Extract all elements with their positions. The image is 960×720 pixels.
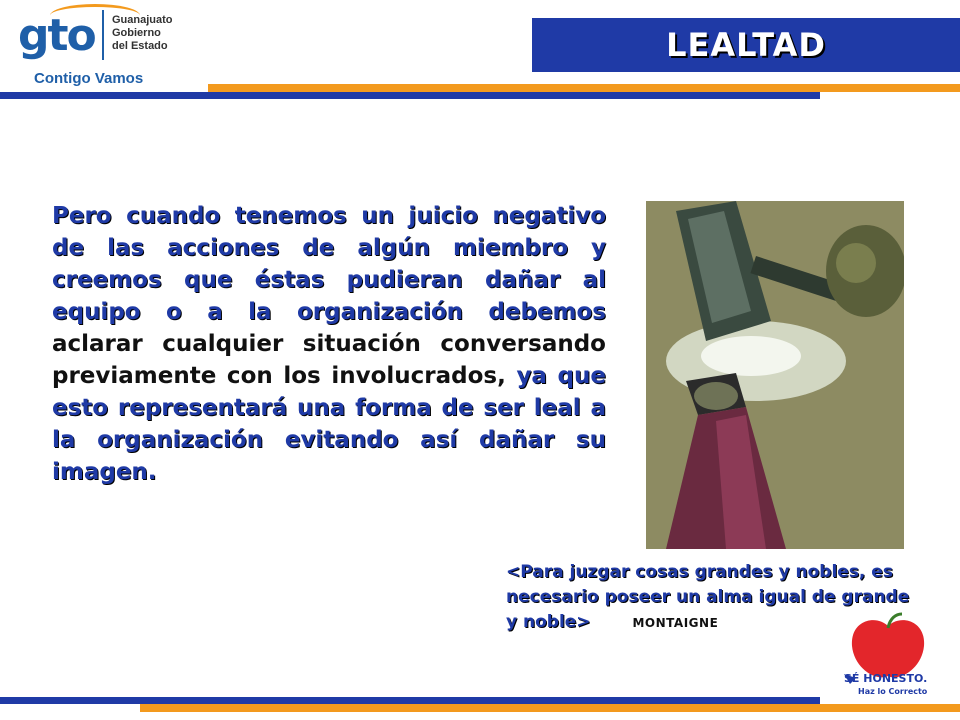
- logo-separator: [102, 10, 104, 60]
- bottom-orange-bar: [140, 704, 960, 712]
- apple-icon: [836, 612, 942, 698]
- top-blue-bar: [0, 92, 820, 99]
- body-text-part-2: aclarar cualquier situación conversando previamente con los involucrados,: [52, 331, 606, 389]
- logo-gov-line: Gobierno: [112, 27, 161, 39]
- logo-government-text: [112, 14, 173, 53]
- top-orange-bar: [208, 84, 960, 92]
- body-paragraph: [52, 200, 606, 488]
- se-honesto-badge: [836, 612, 942, 698]
- slide-title: LEALTAD: [666, 26, 826, 64]
- hammer-painting-illustration: [646, 201, 904, 549]
- hammer-painting-svg: [646, 201, 904, 549]
- body-text-part-3: ya que esto representará una forma de ser leal a la organización evitando así dañar su imagen.: [52, 363, 606, 485]
- quote-author: MONTAIGNE: [632, 616, 719, 630]
- logo-gov-line: del Estado: [112, 40, 168, 52]
- body-text-part-1: Pero cuando tenemos un juicio negativo de las acciones de algún miembro y creemos que éstas pudieran dañar al equipo o a la organización debemos: [52, 203, 606, 325]
- logo-tagline: Contigo Vamos: [34, 70, 144, 87]
- gto-logo: [10, 4, 210, 90]
- logo-gto-text: gto: [18, 10, 95, 61]
- bottom-blue-bar: [0, 697, 820, 704]
- quote-text: <Para juzgar cosas grandes y nobles, es necesario poseer un alma igual de grande y noble>: [506, 562, 910, 632]
- badge-line-2: Haz lo Correcto: [858, 687, 928, 696]
- slide-title-box: [532, 18, 960, 72]
- logo-gov-line: Guanajuato: [112, 14, 173, 26]
- badge-line-1: SÉ HONESTO.: [844, 672, 928, 685]
